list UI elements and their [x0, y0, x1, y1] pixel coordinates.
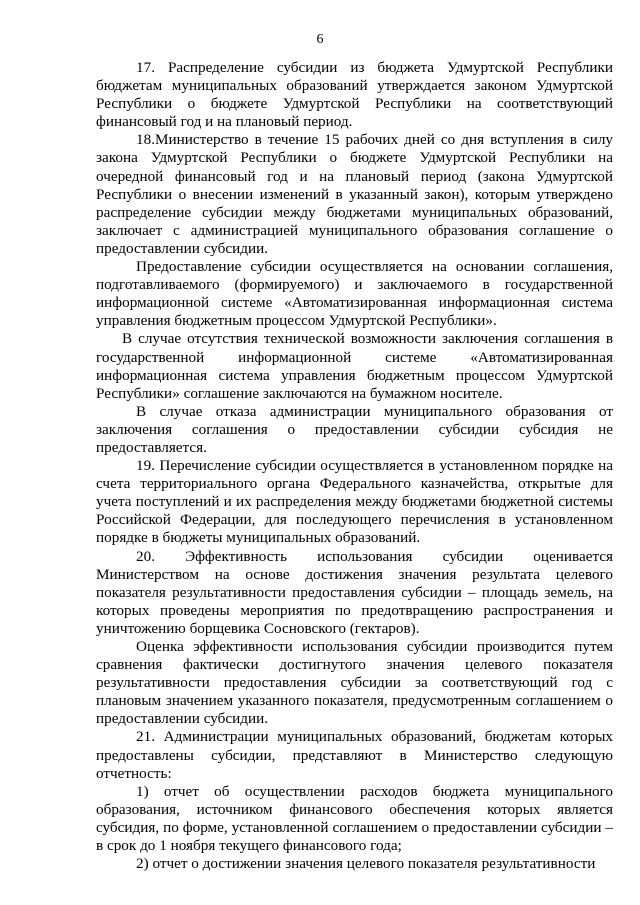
paragraph-paper-agreement: В случае отсутствия технической возможности заключения соглашения в государственной информационной системе «Автоматизированная информационная система управления бюджетным процессом Удмуртской Республики» соглашение заключаются на бумажном носителе.: [96, 330, 613, 402]
document-body: [96, 59, 613, 873]
paragraph-21: 21. Администрации муниципальных образований, бюджетам которых предоставлены субсидии, представляют в Министерство следующую отчетность:: [96, 728, 613, 782]
paragraph-19: 19. Перечисление субсидии осуществляется в установленном порядке на счета территориального органа Федерального казначейства, открытые для учета поступлений и их распределения между бюджетами бюджетной системы Российской Федерации, для последующего перечисления в установленном порядке в бюджеты муниципальных образований.: [96, 457, 613, 547]
paragraph-efficiency-evaluation: Оценка эффективности использования субсидии производится путем сравнения фактически достигнутого значения целевого показателя результативности предоставления субсидии за соответствующий год с плановым значением указанного показателя, предусмотренным соглашением о предоставлении субсидии.: [96, 638, 613, 728]
paragraph-report-1: 1) отчет об осуществлении расходов бюджета муниципального образования, источником финансового обеспечения которых является субсидия, по форме, установленной соглашением о предоставлении субсидии – в срок до 1 ноября текущего финансового года;: [96, 782, 613, 855]
paragraph-report-2: 2) отчет о достижении значения целевого показателя результативности: [136, 855, 596, 873]
paragraph-20: 20. Эффективность использования субсидии оценивается Министерством на основе достижения значения результата целевого показателя результативности предоставления субсидии – площадь земель, на которых проведены мероприятия по предотвращению распространения и уничтожению борщевика Сосновского (гектаров).: [96, 547, 613, 637]
page-number: 6: [316, 32, 324, 47]
paragraph-agreement-basis: Предоставление субсидии осуществляется на основании соглашения, подготавливаемого (формируемого) и заключаемого в государственной информационной системе «Автоматизированная информационная система управления бюджетным процессом Удмуртской Республики».: [96, 258, 613, 330]
paragraph-refusal: В случае отказа администрации муниципального образования от заключения соглашения о предоставлении субсидии субсидия не предоставляется.: [96, 402, 613, 456]
paragraph-18: 18.Министерство в течение 15 рабочих дней со дня вступления в силу закона Удмуртской Республики о бюджете Удмуртской Республики на очередной финансовый год и на плановый период (закона Удмуртской Республики о внесении изменений в указанный закон), которым утверждено распределение субсидии между бюджетами муниципальных образований, заключает с администрацией муниципального образования соглашение о предоставлении субсидии.: [96, 131, 613, 257]
paragraph-17: 17. Распределение субсидии из бюджета Удмуртской Республики бюджетам муниципальных образований утверждается законом Удмуртской Республики о бюджете Удмуртской Республики на соответствующий финансовый год и на плановый период.: [96, 59, 613, 131]
